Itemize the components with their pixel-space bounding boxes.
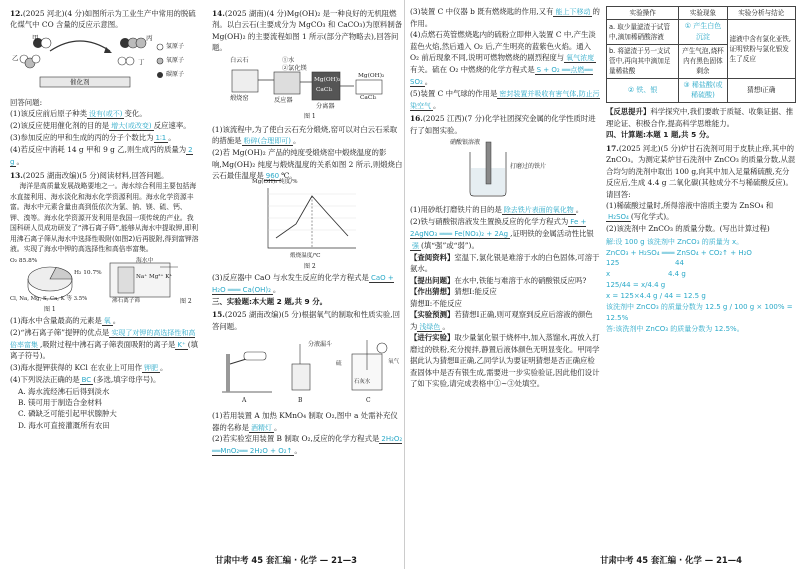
answer-blank: 能上下移动 — [555, 8, 591, 16]
column-3: (3)装置 C 中仪器 b 既有燃烧匙的作用,又有 能上下移动 的作用。 (4)点燃石英管燃烧匙内的硫粉立即伸入装置 C 中,产生淡蓝色火焰,然后通入 O₂ 后,产生明亮的蓝紫色火焰。通入 O₂ 前后现象不同,说明可燃物燃烧的剧烈程度与 氧气浓度有关。硫在 O₂ 中燃烧的化学方程式是 S + O₂ ══点燃══ SO₂ 。 (5)装置 C 中气球的作用是 密封装置并吸收有害气体,防止污染空气 。 16.(2025 江西)(7 分)化学社团探究金属的化学性质时进行了如图实验。 硝酸银溶液 打磨过的铁片 (1)用砂纸打磨铁片的目的是 除去铁片表面的氧化物 。 (2)铁与硝酸银溶液发生置换反应的化学方程式为 Fe + 2AgNO₃ ═══ Fe(NO₃)₂ + 2Ag ,证明铁的金属活动性比银强 (填“强”或“弱”)。 【查阅资料】室温下,氯化银是难溶于水的白色固体,可溶于氨水。 【提出问题】在水中,铁能与难溶于水的硝酸银反应吗? 【作出猜想】猜想Ⅰ:能反应 猜想Ⅱ:不能反应 【实验预测】若猜想Ⅰ正确,则可观察到反应后溶液的颜色为 浅绿色 。 【进行实验】取少量氯化银于烧杯中,加入蒸馏水,再放入打磨过的铁粉,充分搅拌,静置后液体颜色无明显变化。甲同学据此认为猜想Ⅱ正确,乙同学认为要证明猜想是否正确应检查固体中是否有银生成,需要进一步实验验证,因此他们设计了如下实验,请完成表格中①~③处填空。 — [410, 7, 600, 389]
reaction-diagram — [10, 33, 200, 95]
answer-blank: 粉碎(合理即可) — [243, 137, 292, 146]
answer-blank: CaO + H₂O ═══ Ca(OH)₂ — [212, 273, 394, 294]
flow-water: ①水 — [282, 56, 295, 64]
flow-product-2: Mg(OH)₂ — [358, 72, 385, 79]
solution-line: 125/44 = x/4.4 g — [606, 281, 666, 290]
option-a: A. 海水流经沸石后得到淡水 — [18, 386, 110, 396]
question-text: (2025 江西)(7 分)化学社团探究金属的化学性质时进行了如图实验。 — [410, 114, 596, 135]
legend-oxygen: 氧原子 — [166, 56, 185, 64]
pie-others-label: Cl, Na, Mg, S, Ca, K 等 3.5% — [10, 295, 88, 302]
label-yi: 乙 — [12, 53, 19, 62]
table-header: 实验操作 — [607, 7, 679, 20]
flow-separator: 分离器 — [316, 102, 335, 110]
fig1-caption: 图 1 — [44, 305, 56, 313]
label-agno3: 硝酸银溶液 — [450, 139, 481, 147]
flow-dolomite: 白云石 — [230, 56, 249, 64]
fig2-title: 海水中 — [136, 257, 154, 264]
section-heading: 四、计算题:本题 1 题,共 5 分。 — [606, 130, 714, 140]
table-row: b. 将滤渣于另一支试管中,再向其中滴加足量稀盐酸 产生气泡,烧杯内有黑色固体剩余 — [607, 44, 796, 78]
column-4: 实验操作 实验现象 实验分析与结论 a. 取少量滤渣于试管中,滴加稀硝酸溶液 ① 产生白色沉淀 滤液中含有氯化亚铁,证明铁粉与氯化银发生了反应 b. 将滤渣于另一支试管中,再向其中滴加足量稀盐酸 产生气泡,烧杯内有黑色固体剩余 ② 铁、银 ③ 稀盐酸(或稀硫酸) 猜想Ⅰ正确 【反思提升】科学探究中,我们要敢于质疑、收集证据、推理论证、积极合作,提高科学思维能力。 四、计算题:本题 1 题,共 5 分。 17.(2025 河北)(5 分)炉甘石洗剂可用于皮肤止痒,其中的 ZnCO₃。为测定某炉甘石洗剂中 ZnCO₃ 的质量分数,从混合均匀的洗剂中取出 100 g,向其中加入足量稀硫酸,充分反应后,生成 4.4 g 二氧化碳(其他成分不与稀硫酸反应)。请回答: (1)稀硫酸过量时,所得溶液中溶质主要为 ZnSO₄ 和H₂SO₄ (写化学式)。 (2)该洗剂中 ZnCO₃ 的质量分数。(写出计算过程) 解:设 100 g 该洗剂中 ZnCO₃ 的质量为 x。 ZnCO₃ + H₂SO₄ ═══ ZnSO₄ + CO₂↑ + H₂O 125 44 x 4.4 g 125/44 = x/4.4 g x = 125×4.4 g / 44 = 12.5 g 该洗剂中 ZnCO₃ 的质量分数为 12.5 g / 100 g × 100% = 12.5% 答:该洗剂中 ZnCO₃ 的质量分数为 12.5%。 — [606, 6, 796, 334]
table-header: 实验分析与结论 — [727, 7, 795, 20]
pie-oxygen-label: O₂ 85.8% — [10, 257, 38, 264]
tag-hypothesis: 【作出猜想】 — [410, 287, 455, 297]
table-header: 实验现象 — [679, 7, 727, 20]
answer-blank: H₂SO₄ — [608, 213, 629, 222]
tag-reference: 【查阅资料】 — [410, 252, 455, 262]
solution-line: 答:该洗剂中 ZnCO₃ 的质量分数为 12.5%。 — [606, 324, 744, 333]
answer-blank: Fe + 2AgNO₃ ═══ Fe(NO₃)₂ + 2Ag — [410, 218, 587, 239]
answer-blank: 960 — [265, 172, 280, 181]
answer-blank: 没有(或不) — [89, 110, 123, 119]
fig2-ions: Na⁺ Mg²⁺ K⁺ — [136, 273, 173, 280]
flow-mgcl2: ②氯化镁 — [282, 64, 307, 72]
chart-ylabel: Mg(OH)₂ 纯度/% — [252, 178, 298, 185]
label-bing: 丙 — [146, 33, 153, 42]
label-iron-strip: 打磨过的铁片 — [510, 163, 547, 171]
seawater-figures — [10, 257, 200, 313]
footer-left: 甘肃中考 45 套汇编 · 化学 — 21—3 — [215, 554, 357, 565]
column-1: 12.(2025 河北)(4 分)如图所示为工业生产中常用的脱硫化煤气中 CO 含量的反应示意图。 乙 甲 丙 丁 催化剂 氢原子 氧原子 碳原子 回答问题: (1)该反应前后原子种类 没有(或不) 变化。 (2)该反应使用催化剂的目的是 增大(或改变) 反应速率。 (3)参加反应的甲和生成的丙的分子个数比为 1∶1 。 (4)若反应中消耗 14 g 甲和 9 g 乙,则生成丙的质量为 2 g 。 13.(2025 湖南改编)(5 分)阅读材料,回答问题。 海洋是高质量发展战略要地之一。海水综合利用主要包括海水直接利用、海水淡化和海水化学资源利用。海水化学资源丰富。海水中元素含量由高到低依次为氯、钠、镁、硫、钙、钾、溴等。海水化学资源开发利用是我国一项传统的产业。我国科研人员成功研发了“沸石离子筛”,能够从海水中提取钾,即利用沸石离子筛从海水中选择性吸附(如图2)后再脱附,得到富钾溶液。实现了海水中钾的高选择性和高倍率富集。 O₂ 85.8% H₂ 10.7% Cl, Na, Mg, S, Ca, K 等 3.5% 海水中 Na⁺ Mg²⁺ K⁺ 沸石离子筛 图 1 图 2 (1)海水中含量最高的元素是 氧 。 (2)“沸石离子筛”提钾的优点是 实现了对钾的高选择性和高倍率富集 ,吸附过程中沸石离子筛表面吸附的离子是 K⁺ (填离子符号)。 (3)海水提钾获得的 KCl 在农业上可用作 钾肥 。 (4)下列说法正确的是 BC (多选,填字母序号)。 A. 海水流经沸石后得到淡水 B. 镁可用于制造合金材料 C. 磷缺乏可能引起甲状腺肿大 D. 海水可直接灌溉所有农田 — [10, 9, 199, 430]
question-text: (2025 湖南改编)(5 分)根据氧气的制取和性质实验,回答问题。 — [212, 310, 400, 331]
column-2: 14.(2025 湖南)(4 分)Mg(OH)₂ 是一种良好的无机阻燃剂。以白云石(主要成分为 MgCO₃ 和 CaCO₃)为原料制备 Mg(OH)₂ 的主要流程如图 1 所示(部分产物略去),回答问题。 白云石 ①水 ②氯化镁 煅烧窑 反应器 Mg(OH)₂ CaCl₂ 分离器 Mg(OH)₂ CaCl₂ 图 1 (1)该流程中,为了使白云石充分煅烧,窑可以对白云石采取的措施是 粉碎(合理即可) 。 (2)若 Mg(OH)₂ 产品的纯度受煅烧窑中煅烧温度的影响,Mg(OH)₂ 纯度与煅烧温度的关系如图 2 所示,则煅烧白云石最佳温度是 960 ℃。 Mg(OH)₂ 纯度/% 煅烧温度/℃ 图 2 (3)反应器中 CaO 与水发生反应的化学方程式是 CaO + H₂O ═══ Ca(OH)₂ 。 三、实验题:本大题 2 题,共 9 分。 15.(2025 湖南改编)(5 分)根据氧气的制取和性质实验,回答问题。 分液漏斗 A B C 石灰水 硫 氧气 (1)若用装置 A 加热 KMnO₄ 制取 O₂,图中 a 处需补充仪器的名称是 酒精灯 。 (2)若实验室用装置 B 制取 O₂,反应的化学方程式是 2H₂O₂ ══MnO₂══ 2H₂O + O₂↑ 。 — [212, 9, 403, 456]
answer-blank: 1∶1 — [155, 134, 167, 143]
question-prompt: 回答问题: — [10, 97, 43, 107]
answer-blank: 氧气浓度 — [566, 54, 595, 63]
label-funnel: 分液漏斗 — [308, 341, 333, 349]
answer-blank: BC — [81, 375, 92, 384]
question-text: (2025 河北)(4 分)如图所示为工业生产中常用的脱硫化煤气中 CO 含量的反应示意图。 — [10, 9, 196, 30]
solution-line: x = 125×4.4 g / 44 = 12.5 g — [606, 292, 706, 300]
legend-carbon: 碳原子 — [166, 70, 185, 78]
table-row: ② 铁、银 ③ 稀盐酸(或稀硫酸) 猜想Ⅰ正确 — [607, 78, 796, 103]
footer-right: 甘肃中考 45 套汇编 · 化学 — 21—4 — [600, 554, 742, 565]
solution-line: x 4.4 g — [606, 270, 686, 279]
chart-xlabel: 煅烧温度/℃ — [290, 252, 321, 259]
hypothesis-two: 猜想Ⅱ:不能反应 — [410, 298, 462, 308]
flow-cacl2-out: CaCl₂ — [360, 94, 377, 101]
reading-passage: 海洋是高质量发展战略要地之一。海水综合利用主要包括海水直接利用、海水淡化和海水化学资源利用。海水化学资源丰富。海水中元素含量由高到低依次为氯、钠、镁、硫、钙、钾、溴等。海水化学资源开发利用是我国一项传统的产业。我国科研人员成功研发了“沸石离子筛”,能够从海水中提取钾,即利用沸石离子筛从海水中选择性吸附(如图2)后再脱附,得到富钾溶液。实现了海水中钾的高选择性和高倍率富集。 — [10, 182, 199, 254]
label-ding: 丁 — [138, 57, 145, 66]
page-divider — [404, 0, 405, 569]
fig2-caption: 图 2 — [304, 262, 316, 270]
flow-kiln: 煅烧窑 — [230, 94, 249, 102]
label-sulfur: 硫 — [336, 361, 342, 368]
flow-cacl2: CaCl₂ — [316, 86, 333, 93]
label-oxygen: 氧气 — [388, 359, 400, 366]
question-text: (2025 河北)(5 分)炉甘石洗剂可用于皮肤止痒,其中的 ZnCO₃。为测定某炉甘石洗剂中 ZnCO₃ 的质量分数,从混合均匀的洗剂中取出 100 g,向其中加入足量稀硫酸,充分反应后,生成 4.4 g 二氧化碳(其他成分不与稀硫酸反应)。请回答: — [606, 143, 796, 199]
label-jia: 甲 — [32, 33, 39, 42]
label-limewater: 石灰水 — [354, 379, 371, 386]
legend-hydrogen: 氢原子 — [166, 42, 185, 50]
apparatus-diagram — [212, 334, 404, 408]
answer-blank: 实现了对钾的高选择性和高倍率富集 — [10, 328, 196, 349]
answer-blank: 除去铁片表面的氧化物 — [503, 206, 574, 215]
answer-blank: S + O₂ ══点燃══ SO₂ — [410, 66, 593, 86]
solution-line: 该洗剂中 ZnCO₃ 的质量分数为 12.5 g / 100 g × 100% = 12.5% — [606, 302, 793, 322]
tag-reflection: 【反思提升】 — [606, 107, 651, 117]
flow-diagram — [212, 56, 404, 122]
solution-line: 解:设 100 g 该洗剂中 ZnCO₃ 的质量为 x。 — [606, 237, 744, 246]
option-d: D. 海水可直接灌溉所有农田 — [18, 420, 110, 430]
flow-reactor: 反应器 — [274, 96, 293, 104]
question-text: (2025 湖南)(4 分)Mg(OH)₂ 是一种良好的无机阻燃剂。以白云石(主要成分为 MgCO₃ 和 CaCO₃)为原料制备 Mg(OH)₂ 的主要流程如图 1 所示(部分产物略去),回答问题。 — [212, 9, 403, 53]
tag-experiment: 【进行实验】 — [410, 333, 455, 343]
tag-prediction: 【实验预测】 — [410, 310, 455, 320]
tag-question: 【提出问题】 — [410, 275, 455, 285]
experiment-table — [606, 6, 796, 103]
answer-blank: 强 — [412, 241, 419, 250]
label-a: A — [242, 397, 247, 405]
label-catalyst: 催化剂 — [70, 77, 90, 86]
answer-blank: 浅绿色 — [419, 322, 441, 331]
option-c: C. 磷缺乏可能引起甲状腺肿大 — [18, 409, 117, 419]
fig2-caption: 图 2 — [180, 297, 192, 305]
flow-product-1: Mg(OH)₂ — [314, 76, 341, 83]
question-text: (2025 湖南改编)(5 分)阅读材料,回答问题。 — [22, 170, 169, 180]
table-row: a. 取少量滤渣于试管中,滴加稀硝酸溶液 ① 产生白色沉淀 滤液中含有氯化亚铁,证明铁粉与氯化银发生了反应 — [607, 20, 796, 45]
fig2-sieve-label: 沸石离子筛 — [112, 297, 140, 304]
answer-blank: 酒精灯 — [250, 423, 272, 432]
fig1-caption: 图 1 — [304, 112, 316, 120]
section-heading: 三、实验题:本大题 2 题,共 9 分。 — [212, 296, 328, 306]
answer-blank: 2 g — [10, 145, 193, 166]
label-c: C — [366, 397, 371, 405]
answer-blank: 氧 — [103, 316, 111, 325]
answer-blank: 钾肥 — [143, 363, 158, 372]
answer-blank: 2H₂O₂ ══MnO₂══ 2H₂O + O₂↑ — [212, 435, 403, 456]
option-b: B. 镁可用于制造合金材料 — [18, 397, 103, 407]
solution-line: ZnCO₃ + H₂SO₄ ═══ ZnSO₄ + CO₂↑ + H₂O — [606, 248, 752, 257]
answer-blank: 增大(或改变) — [111, 122, 152, 131]
question-number: 12. — [10, 9, 23, 18]
answer-blank: 密封装置并吸收有害气体,防止污染空气 — [410, 89, 600, 110]
solution-block — [606, 237, 796, 335]
pie-hydrogen-label: H₂ 10.7% — [74, 269, 102, 276]
beaker-diagram — [450, 138, 600, 202]
purity-chart — [252, 178, 404, 270]
answer-blank: K⁺ — [177, 340, 186, 349]
solution-line: 125 44 — [606, 259, 684, 268]
question-part: (2)该洗剂中 ZnCO₃ 的质量分数。(写出计算过程) — [606, 224, 770, 234]
label-b: B — [298, 397, 303, 405]
